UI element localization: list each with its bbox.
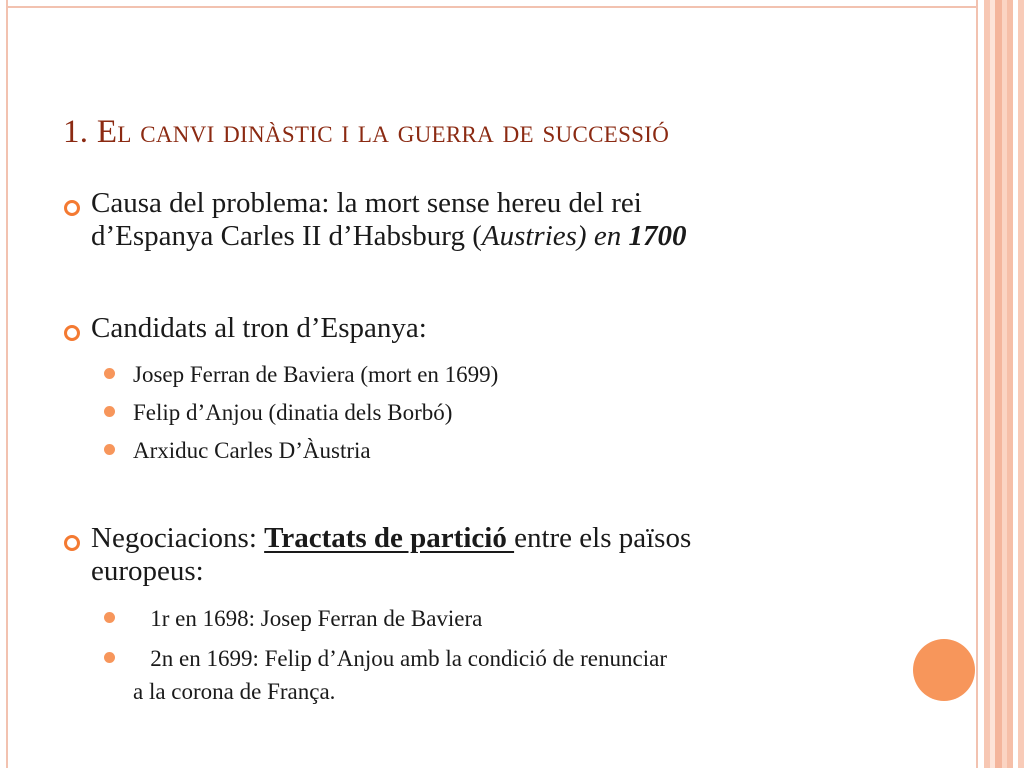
bullet-text (91, 187, 686, 253)
sub-bullet (104, 602, 482, 635)
frame-top-line (6, 6, 976, 8)
sub-bullet (104, 434, 371, 467)
slide-title: 1. El canvi dinàstic i la guerra de successió (63, 114, 670, 150)
sub-bullet-text: Arxiduc Carles D’Àustria (133, 438, 371, 463)
bullet-candidats (64, 312, 427, 345)
sub-bullet-line: 2n en 1699: Felip d’Anjou amb la condició de renunciar (133, 646, 667, 671)
bullet-line: europeus: (91, 555, 204, 587)
underlined-bold-text: Tractats de partició (264, 522, 515, 554)
dot-bullet-icon (104, 368, 115, 379)
sub-bullet-text: Felip d’Anjou (dinatia dels Borbó) (133, 400, 453, 425)
sub-bullet (104, 396, 452, 429)
text-span: d’Espanya Carles II d’Habsburg ( (91, 220, 482, 252)
bold-italic-text: 1700 (628, 220, 687, 252)
ring-bullet-icon (64, 325, 80, 341)
dot-bullet-icon (104, 652, 115, 663)
dot-bullet-icon (104, 406, 115, 417)
dot-bullet-icon (104, 444, 115, 455)
sub-bullet-line: a la corona de França. (133, 679, 336, 704)
sub-bullet (104, 358, 498, 391)
bullet-negociacions (64, 522, 691, 588)
orange-circle-decoration (913, 639, 975, 701)
bullet-text (91, 522, 691, 588)
sub-bullet-text: Josep Ferran de Baviera (mort en 1699) (133, 362, 499, 387)
bullet-line: Causa del problema: la mort sense hereu del rei (91, 187, 642, 219)
frame-right-line (976, 0, 978, 768)
sub-bullet (104, 642, 667, 708)
text-span: Negociacions: (91, 522, 265, 554)
stripe (1018, 0, 1024, 768)
stripe (995, 0, 1002, 768)
ring-bullet-icon (64, 535, 80, 551)
decorative-stripes (984, 0, 1024, 768)
sub-bullet-text (133, 642, 667, 708)
bullet-causa (64, 187, 686, 253)
text-span: entre els països (514, 522, 692, 554)
dot-bullet-icon (104, 612, 115, 623)
bullet-line (91, 220, 686, 253)
bullet-text: Candidats al tron d’Espanya: (91, 312, 427, 344)
frame-left-line (6, 0, 8, 768)
bullet-line (91, 522, 691, 555)
sub-bullet-text: 1r en 1698: Josep Ferran de Baviera (133, 606, 483, 631)
ring-bullet-icon (64, 200, 80, 216)
italic-text: Austries) en (481, 220, 629, 252)
